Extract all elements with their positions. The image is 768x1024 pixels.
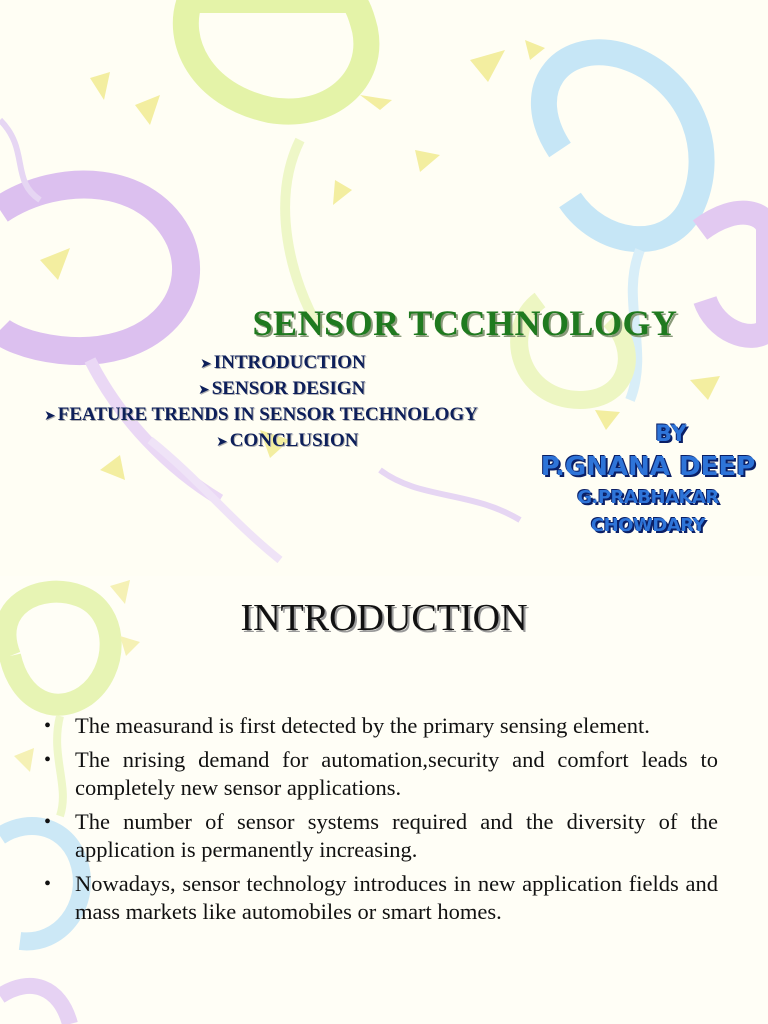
agenda-item: ➤ FEATURE TRENDS IN SENSOR TECHNOLOGY bbox=[44, 404, 478, 425]
credits-by-label: BY bbox=[655, 422, 687, 447]
arrow-bullet-icon: ➤ bbox=[44, 408, 56, 424]
list-item: • The measurand is first detected by the primary sensing element. bbox=[44, 713, 650, 738]
introduction-slide bbox=[0, 576, 768, 1024]
arrow-bullet-icon: ➤ bbox=[200, 356, 212, 372]
agenda-item: ➤ CONCLUSION bbox=[216, 430, 359, 451]
author-credits bbox=[538, 420, 758, 540]
list-item: • The nrising demand for automation,security and comfort leads to completely new sensor applications. bbox=[44, 747, 718, 800]
author-name-secondary: G.PRABHAKAR CHOWDARY bbox=[577, 487, 719, 536]
slide-title: SENSOR TCCHNOLOGY bbox=[252, 303, 678, 343]
bullet-list bbox=[44, 712, 718, 932]
list-item: • The number of sensor systems required and the diversity of the application is permanently increasing. bbox=[44, 809, 718, 862]
agenda-item: ➤ INTRODUCTION bbox=[200, 352, 366, 373]
arrow-bullet-icon: ➤ bbox=[198, 382, 210, 398]
bullet-dot-icon: • bbox=[44, 873, 52, 895]
list-item: • Nowadays, sensor technology introduces in new application fields and mass markets like automobiles or smart homes. bbox=[44, 871, 718, 924]
bullet-dot-icon: • bbox=[44, 811, 52, 833]
bullet-dot-icon: • bbox=[44, 749, 52, 771]
agenda-item: ➤ SENSOR DESIGN bbox=[198, 378, 366, 399]
arrow-bullet-icon: ➤ bbox=[216, 434, 228, 450]
author-name-primary: P.GNANA DEEP bbox=[540, 452, 756, 482]
section-heading: INTRODUCTION bbox=[240, 597, 528, 639]
bullet-dot-icon: • bbox=[44, 715, 52, 737]
